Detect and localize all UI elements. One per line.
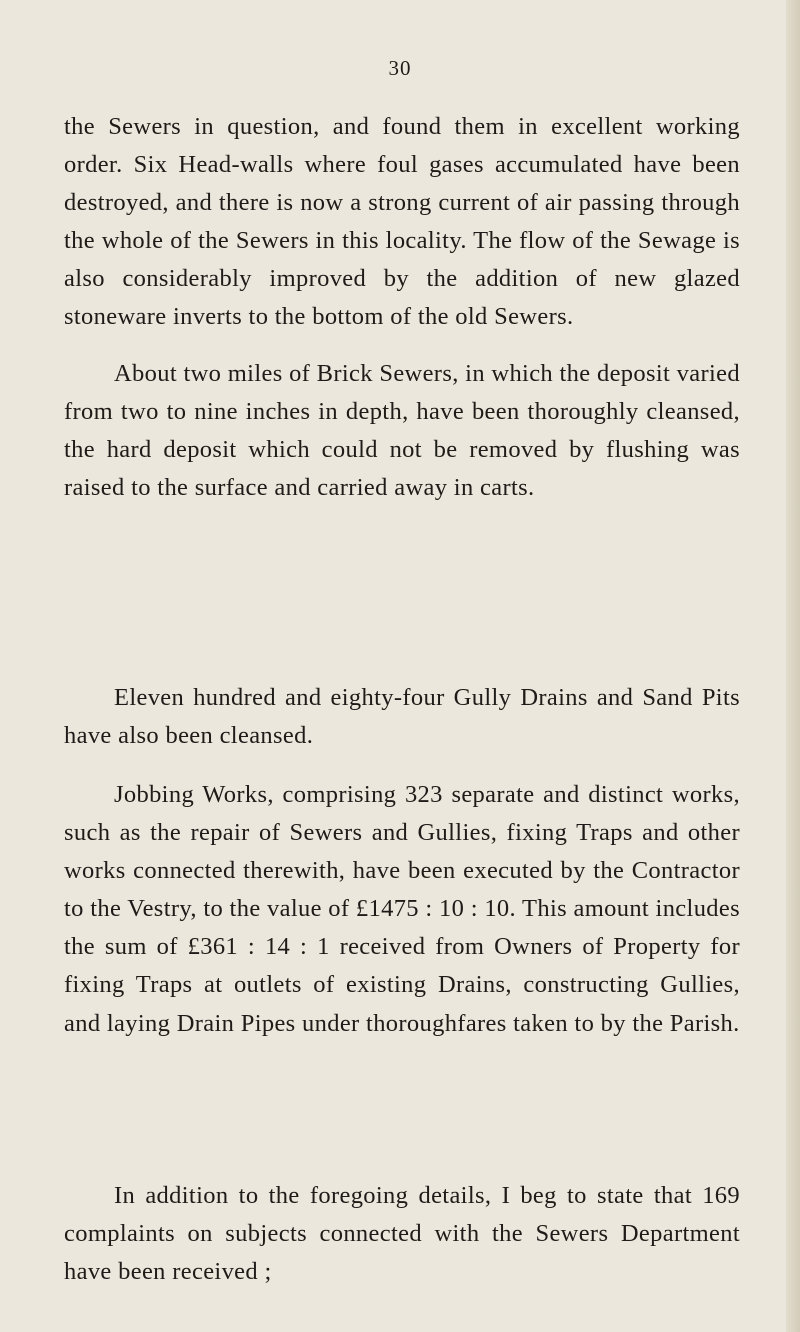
paragraph-jobbing-works xyxy=(64,776,740,1043)
page-number: 30 xyxy=(388,56,412,80)
paragraph-complaints xyxy=(64,1177,740,1291)
paragraph-text: Eleven hundred and eighty-four Gully Drains and Sand Pits have also been cleansed. xyxy=(64,684,740,750)
page-edge xyxy=(786,0,800,1332)
paragraph-text: About two miles of Brick Sewers, in which the deposit varied from two to nine inches in depth, have been thoroughly cleansed, the hard deposit which could not be removed by flushing was raised to the surface and carried away in carts. xyxy=(64,360,740,502)
paragraph-text: Jobbing Works, comprising 323 separate and distinct works, such as the repair of Sewers and Gullies, fixing Traps and other works connected therewith, have been executed by the Contractor to the Vestry, to the value of £1475 : 10 : 10. This amount includes the sum of £361 : 14 : 1 received from Owners of Property for fixing Traps at outlets of existing Drains, constructing Gullies, and laying Drain Pipes under thoroughfares taken to by the Parish. xyxy=(64,781,740,1037)
paragraph-text: the Sewers in question, and found them in excellent working order. Six Head-walls where foul gases accumulated have been destroyed, and there is now a strong current of air passing through the whole of the Sewers in this locality. The flow of the Sewage is also considerably improved by the addition of new glazed stoneware inverts to the bottom of the old Sewers. xyxy=(64,113,740,331)
paragraph-text: In addition to the foregoing details, I beg to state that 169 complaints on subjects connected with the Sewers Department have been received ; xyxy=(64,1182,740,1286)
paragraph-brick-sewers xyxy=(64,355,740,507)
paragraph-sewers-condition xyxy=(64,108,740,337)
paragraph-gully-drains xyxy=(64,679,740,755)
